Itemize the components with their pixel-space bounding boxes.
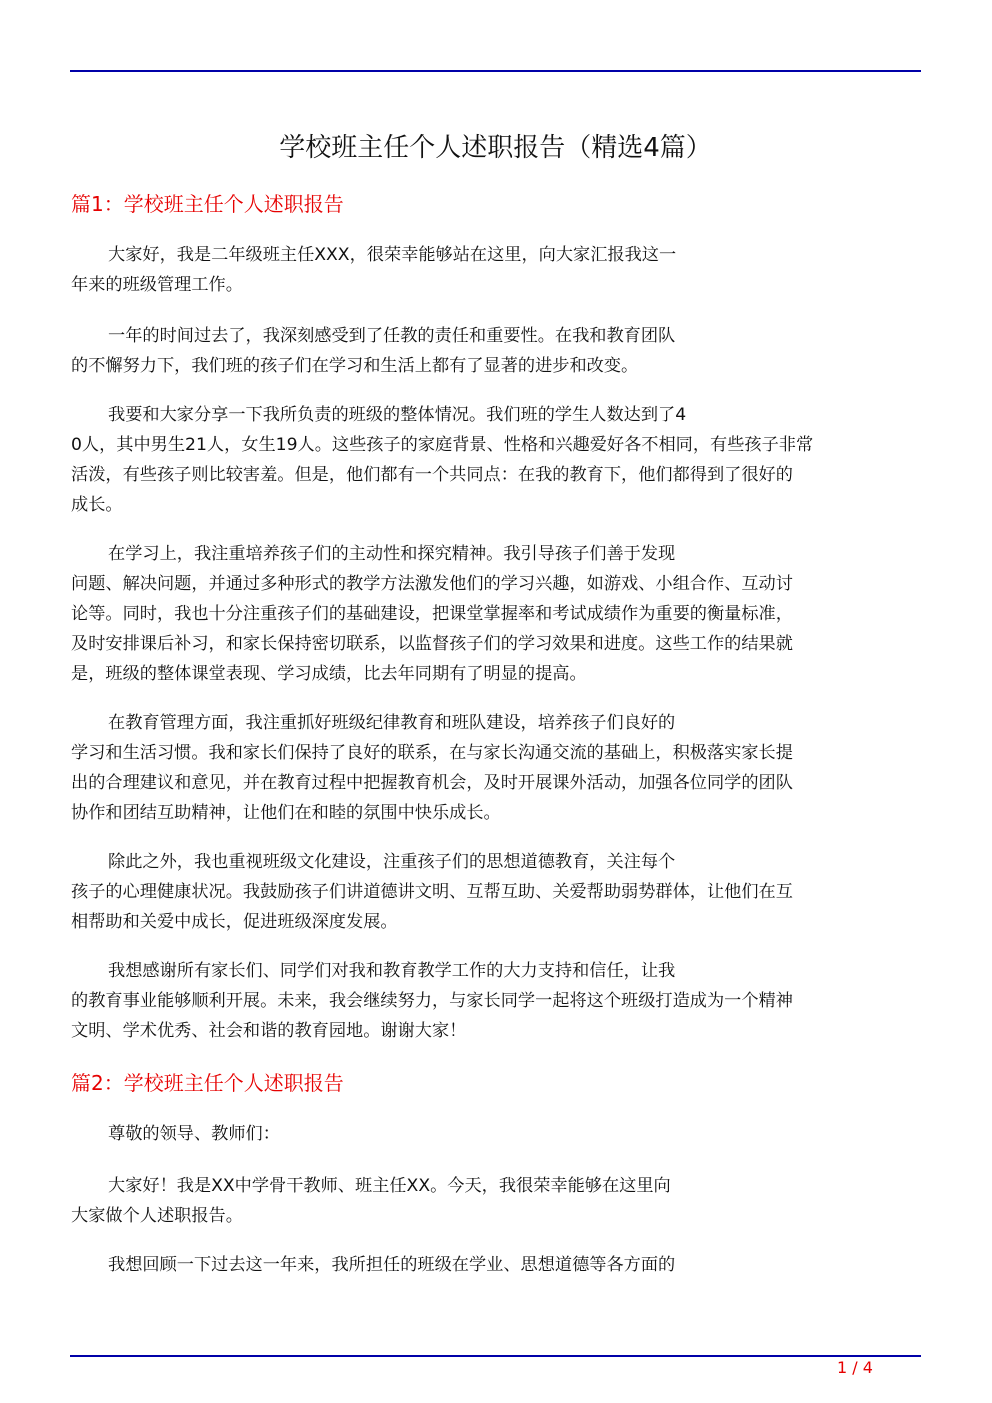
paragraph-line: 问题、解决问题，并通过多种形式的教学方法激发他们的学习兴趣，如游戏、小组合作、互动讨 [71,574,793,594]
paragraph [71,400,923,520]
document-title: 学校班主任个人述职报告（精选4篇） [279,133,712,163]
paragraph-line: 相帮助和关爱中成长，促进班级深度发展。 [71,912,398,932]
paragraph-line: 我想感谢所有家长们、同学们对我和教育教学工作的大力支持和信任，让我 [108,961,676,981]
paragraph-line: 我想回顾一下过去这一年来，我所担任的班级在学业、思想道德等各方面的 [108,1255,676,1275]
paragraph-line: 活泼，有些孩子则比较害羞。但是，他们都有一个共同点：在我的教育下，他们都得到了很好的 [71,465,793,485]
footer-rule [70,1355,921,1357]
paragraph [71,321,923,381]
paragraph-line: 我要和大家分享一下我所负责的班级的整体情况。我们班的学生人数达到了4 [108,405,687,425]
paragraph [71,240,923,300]
paragraph [71,1250,923,1280]
paragraph-line: 除此之外，我也重视班级文化建设，注重孩子们的思想道德教育，关注每个 [108,852,676,872]
paragraph-line: 协作和团结互助精神，让他们在和睦的氛围中快乐成长。 [71,803,501,823]
paragraph [71,1119,923,1149]
section-heading: 篇1：学校班主任个人述职报告 [71,192,344,216]
paragraph [71,847,923,937]
paragraph [71,708,923,828]
paragraph-line: 大家好！我是XX中学骨干教师、班主任XX。今天，我很荣幸能够在这里向 [108,1176,671,1196]
section-heading: 篇2：学校班主任个人述职报告 [71,1071,344,1095]
paragraph-line: 尊敬的领导、教师们： [108,1124,280,1144]
paragraph [71,1171,923,1231]
paragraph-line: 在教育管理方面，我注重抓好班级纪律教育和班队建设，培养孩子们良好的 [108,713,676,733]
paragraph-line: 大家做个人述职报告。 [71,1206,243,1226]
paragraph-line: 一年的时间过去了，我深刻感受到了任教的责任和重要性。在我和教育团队 [108,326,676,346]
paragraph-line: 的不懈努力下，我们班的孩子们在学习和生活上都有了显著的进步和改变。 [71,356,639,376]
paragraph-line: 是，班级的整体课堂表现、学习成绩，比去年同期有了明显的提高。 [71,664,587,684]
paragraph [71,539,923,689]
paragraph [71,956,923,1046]
paragraph-line: 0人，其中男生21人，女生19人。这些孩子的家庭背景、性格和兴趣爱好各不相同，有些孩子非常 [71,435,814,455]
paragraph-line: 学习和生活习惯。我和家长们保持了良好的联系，在与家长沟通交流的基础上，积极落实家长提 [71,743,793,763]
paragraph-line: 的教育事业能够顺利开展。未来，我会继续努力，与家长同学一起将这个班级打造成为一个精神 [71,991,793,1011]
paragraph-line: 在学习上，我注重培养孩子们的主动性和探究精神。我引导孩子们善于发现 [108,544,676,564]
paragraph-line: 及时安排课后补习，和家长保持密切联系，以监督孩子们的学习效果和进度。这些工作的结果就 [71,634,793,654]
paragraph-line: 文明、学术优秀、社会和谐的教育园地。谢谢大家！ [71,1021,467,1041]
paragraph-line: 孩子的心理健康状况。我鼓励孩子们讲道德讲文明、互帮互助、关爱帮助弱势群体，让他们在互 [71,882,793,902]
paragraph-line: 大家好，我是二年级班主任XXX，很荣幸能够站在这里，向大家汇报我这一 [108,245,677,265]
paragraph-line: 出的合理建议和意见，并在教育过程中把握教育机会，及时开展课外活动，加强各位同学的团队 [71,773,793,793]
paragraph-line: 年来的班级管理工作。 [71,275,243,295]
paragraph-line: 论等。同时，我也十分注重孩子们的基础建设，把课堂掌握率和考试成绩作为重要的衡量标准， [71,604,793,624]
header-rule [70,70,921,72]
paragraph-line: 成长。 [71,495,123,515]
page-number: 1 / 4 [837,1358,873,1377]
